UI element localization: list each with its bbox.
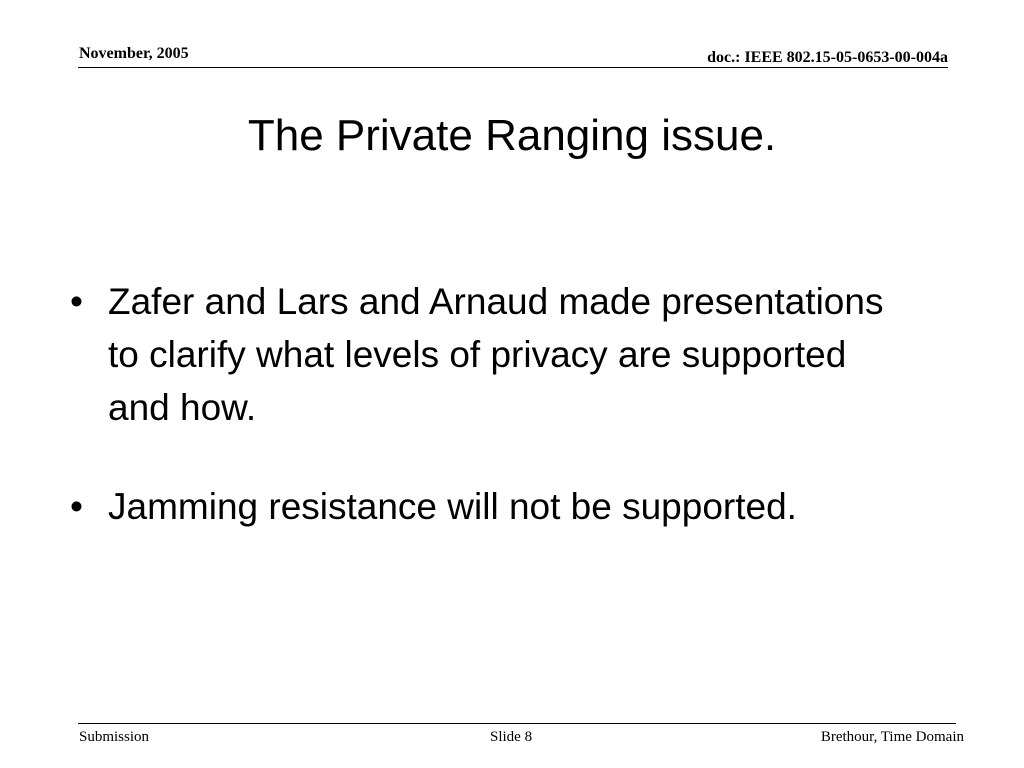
footer-author: Brethour, Time Domain — [820, 729, 964, 745]
bullet-marker: • — [70, 486, 83, 527]
footer-submission: Submission — [79, 729, 150, 745]
footer-slide-number: Slide 8 — [490, 729, 533, 745]
bullet-item — [70, 275, 970, 434]
bullet-text: Jamming resistance will not be supported. — [108, 486, 797, 527]
slide-title: The Private Ranging issue. — [247, 111, 777, 160]
bullet-marker: • — [70, 281, 83, 322]
bullet-list — [70, 275, 970, 533]
bullet-item — [70, 480, 970, 533]
header-divider — [78, 67, 948, 68]
header-doc-id: doc.: IEEE 802.15-05-0653-00-004a — [707, 49, 948, 66]
bullet-text: Zafer and Lars and Arnaud made presentations to clarify what levels of privacy are supported and how. — [108, 281, 884, 428]
header-date: November, 2005 — [79, 45, 189, 62]
footer-divider — [78, 723, 956, 724]
